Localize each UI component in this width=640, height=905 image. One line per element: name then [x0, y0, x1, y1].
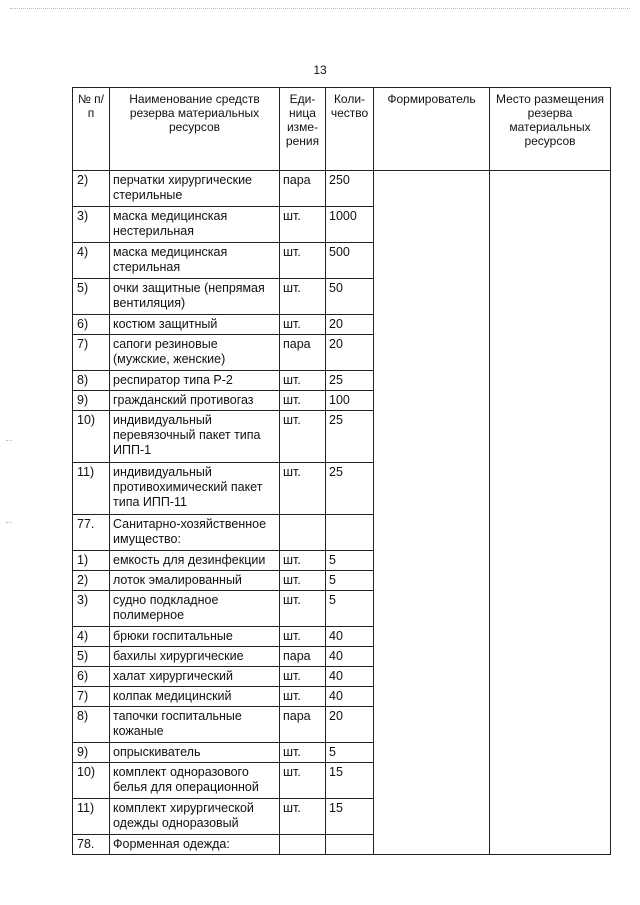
row-qty [326, 835, 374, 855]
row-former [374, 743, 490, 763]
row-former [374, 391, 490, 411]
row-qty: 20 [326, 315, 374, 335]
row-num: 3) [73, 207, 110, 243]
table-row [73, 687, 611, 707]
row-qty: 5 [326, 591, 374, 627]
row-unit: пара [280, 647, 326, 667]
table-row [73, 743, 611, 763]
row-num: 1) [73, 551, 110, 571]
row-former [374, 243, 490, 279]
row-former [374, 335, 490, 371]
row-former [374, 799, 490, 835]
table-row [73, 243, 611, 279]
row-name: опрыскиватель [110, 743, 280, 763]
row-unit: пара [280, 335, 326, 371]
header-place: Место размещения резерва материальных ресурсов [490, 88, 611, 171]
row-unit: шт. [280, 551, 326, 571]
row-unit: шт. [280, 687, 326, 707]
row-num: 9) [73, 391, 110, 411]
row-qty: 40 [326, 687, 374, 707]
table-row [73, 515, 611, 551]
row-qty: 40 [326, 667, 374, 687]
row-place [490, 743, 611, 763]
row-former [374, 315, 490, 335]
row-former [374, 591, 490, 627]
row-num: 6) [73, 667, 110, 687]
header-unit: Еди-ница изме-рения [280, 88, 326, 171]
row-former [374, 551, 490, 571]
row-qty: 25 [326, 411, 374, 463]
row-place [490, 627, 611, 647]
row-num: 10) [73, 411, 110, 463]
table-row [73, 799, 611, 835]
row-former [374, 687, 490, 707]
row-former [374, 279, 490, 315]
row-num: 4) [73, 243, 110, 279]
row-qty: 40 [326, 647, 374, 667]
table-row [73, 763, 611, 799]
table-row [73, 171, 611, 207]
row-num: 10) [73, 763, 110, 799]
row-former [374, 411, 490, 463]
row-qty: 1000 [326, 207, 374, 243]
row-qty: 25 [326, 463, 374, 515]
scan-artifact-tick [6, 522, 12, 523]
row-place [490, 515, 611, 551]
row-name: халат хирургический [110, 667, 280, 687]
row-former [374, 627, 490, 647]
row-num: 6) [73, 315, 110, 335]
row-num: 2) [73, 171, 110, 207]
row-qty: 5 [326, 551, 374, 571]
row-unit: пара [280, 171, 326, 207]
row-place [490, 687, 611, 707]
row-qty: 15 [326, 763, 374, 799]
row-former [374, 835, 490, 855]
row-name: комплект одноразового белья для операционной [110, 763, 280, 799]
row-place [490, 707, 611, 743]
row-num: 77. [73, 515, 110, 551]
row-unit: шт. [280, 463, 326, 515]
row-former [374, 763, 490, 799]
header-qty: Коли-чество [326, 88, 374, 171]
row-name: маска медицинская нестерильная [110, 207, 280, 243]
row-name: Санитарно-хозяйственное имущество: [110, 515, 280, 551]
row-num: 3) [73, 591, 110, 627]
row-num: 5) [73, 647, 110, 667]
row-name: лоток эмалированный [110, 571, 280, 591]
row-qty: 5 [326, 743, 374, 763]
row-unit [280, 835, 326, 855]
row-qty: 5 [326, 571, 374, 591]
row-former [374, 207, 490, 243]
row-name: бахилы хирургические [110, 647, 280, 667]
row-num: 2) [73, 571, 110, 591]
scan-artifact-tick [6, 440, 12, 441]
row-former [374, 571, 490, 591]
row-qty: 20 [326, 335, 374, 371]
row-qty: 40 [326, 627, 374, 647]
row-name: тапочки госпитальные кожаные [110, 707, 280, 743]
row-place [490, 799, 611, 835]
row-former [374, 171, 490, 207]
row-qty: 500 [326, 243, 374, 279]
row-place [490, 411, 611, 463]
row-former [374, 647, 490, 667]
row-num: 11) [73, 463, 110, 515]
row-name: индивидуальный перевязочный пакет типа ИПП-1 [110, 411, 280, 463]
table-row [73, 315, 611, 335]
page-number: 13 [313, 63, 327, 77]
row-unit: шт. [280, 391, 326, 411]
row-unit: шт. [280, 667, 326, 687]
row-former [374, 515, 490, 551]
row-name: очки защитные (непрямая вентиляция) [110, 279, 280, 315]
table-row [73, 391, 611, 411]
row-place [490, 243, 611, 279]
table-row [73, 571, 611, 591]
row-unit: шт. [280, 315, 326, 335]
table-body [73, 171, 611, 855]
reserve-table [72, 87, 611, 855]
row-name: судно подкладное полимерное [110, 591, 280, 627]
row-former [374, 463, 490, 515]
row-qty: 50 [326, 279, 374, 315]
row-name: респиратор типа Р-2 [110, 371, 280, 391]
row-name: гражданский противогаз [110, 391, 280, 411]
row-unit: шт. [280, 763, 326, 799]
row-num: 7) [73, 687, 110, 707]
row-place [490, 835, 611, 855]
row-place [490, 315, 611, 335]
table-row [73, 667, 611, 687]
table-row [73, 707, 611, 743]
row-name: брюки госпитальные [110, 627, 280, 647]
row-qty: 250 [326, 171, 374, 207]
row-unit: шт. [280, 627, 326, 647]
row-qty: 20 [326, 707, 374, 743]
row-num: 11) [73, 799, 110, 835]
row-place [490, 371, 611, 391]
row-num: 8) [73, 371, 110, 391]
row-name: колпак медицинский [110, 687, 280, 707]
table-row [73, 551, 611, 571]
table-row [73, 647, 611, 667]
row-qty: 100 [326, 391, 374, 411]
table-row [73, 279, 611, 315]
row-unit: шт. [280, 591, 326, 627]
row-unit: шт. [280, 799, 326, 835]
row-qty: 25 [326, 371, 374, 391]
row-name: сапоги резиновые (мужские, женские) [110, 335, 280, 371]
row-unit: шт. [280, 371, 326, 391]
table-header-row [73, 88, 611, 171]
table-row [73, 371, 611, 391]
row-num: 8) [73, 707, 110, 743]
header-num: № п/п [73, 88, 110, 171]
row-unit: шт. [280, 279, 326, 315]
row-former [374, 371, 490, 391]
row-unit: пара [280, 707, 326, 743]
header-former: Формирователь [374, 88, 490, 171]
table-row [73, 463, 611, 515]
row-place [490, 647, 611, 667]
row-unit: шт. [280, 571, 326, 591]
row-former [374, 667, 490, 687]
table-row [73, 335, 611, 371]
row-place [490, 667, 611, 687]
row-name: маска медицинская стерильная [110, 243, 280, 279]
row-place [490, 171, 611, 207]
row-num: 9) [73, 743, 110, 763]
row-num: 78. [73, 835, 110, 855]
row-name: Форменная одежда: [110, 835, 280, 855]
row-num: 5) [73, 279, 110, 315]
scan-artifact-line [10, 8, 630, 13]
row-qty [326, 515, 374, 551]
table-row [73, 207, 611, 243]
row-name: костюм защитный [110, 315, 280, 335]
row-num: 7) [73, 335, 110, 371]
row-place [490, 463, 611, 515]
row-unit [280, 515, 326, 551]
row-num: 4) [73, 627, 110, 647]
table-row [73, 835, 611, 855]
table-row [73, 411, 611, 463]
row-unit: шт. [280, 743, 326, 763]
header-name: Наименование средств резерва материальных ресурсов [110, 88, 280, 171]
row-place [490, 551, 611, 571]
row-place [490, 279, 611, 315]
row-place [490, 591, 611, 627]
row-former [374, 707, 490, 743]
row-unit: шт. [280, 207, 326, 243]
row-name: комплект хирургической одежды одноразовый [110, 799, 280, 835]
table-row [73, 627, 611, 647]
row-name: емкость для дезинфекции [110, 551, 280, 571]
row-place [490, 763, 611, 799]
row-place [490, 207, 611, 243]
row-place [490, 571, 611, 591]
table-row [73, 591, 611, 627]
row-place [490, 391, 611, 411]
row-unit: шт. [280, 411, 326, 463]
row-name: перчатки хирургические стерильные [110, 171, 280, 207]
row-unit: шт. [280, 243, 326, 279]
row-qty: 15 [326, 799, 374, 835]
row-name: индивидуальный противохимический пакет типа ИПП-11 [110, 463, 280, 515]
row-place [490, 335, 611, 371]
